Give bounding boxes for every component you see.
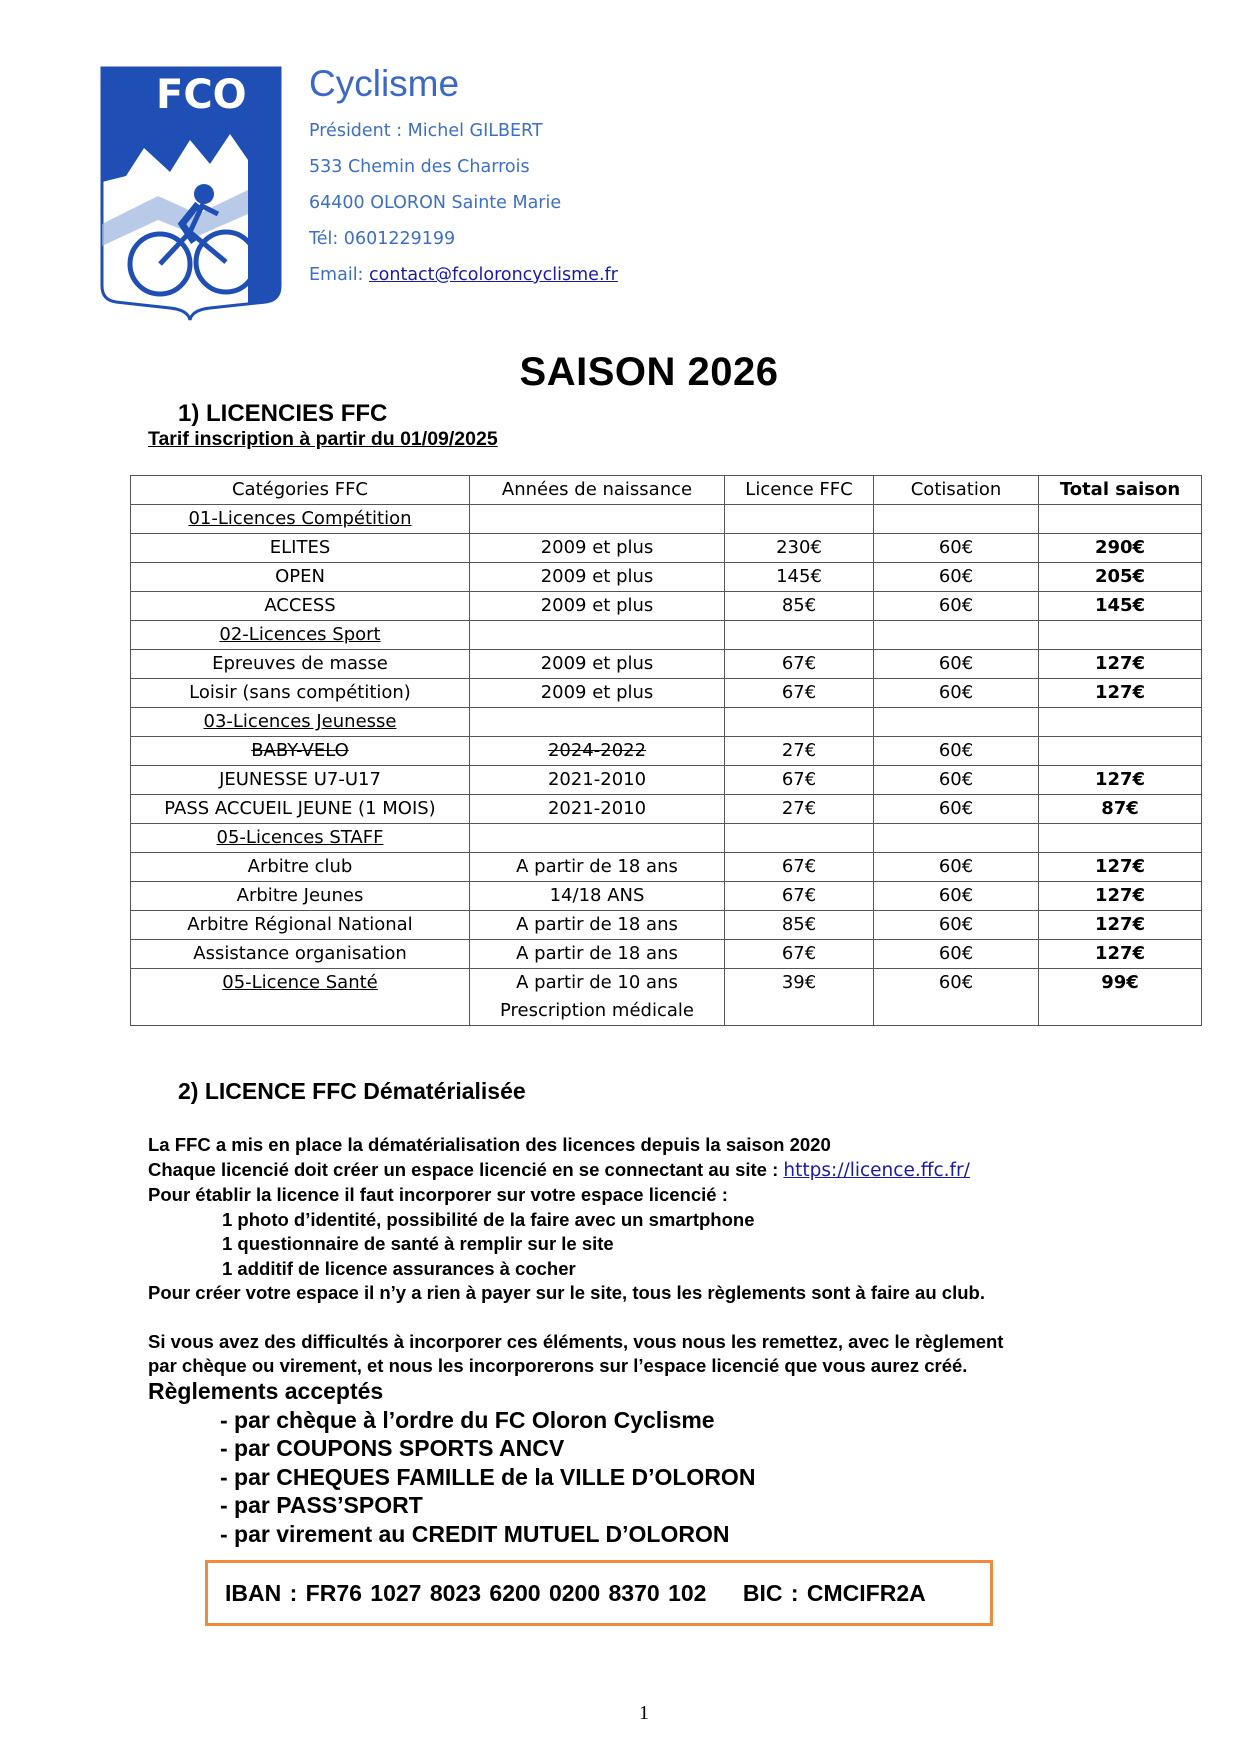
years-cell bbox=[470, 969, 725, 1026]
category-cell: Loisir (sans compétition) bbox=[131, 679, 470, 708]
licence-cell: 27€ bbox=[725, 795, 874, 824]
total-cell bbox=[1039, 737, 1202, 766]
total-cell bbox=[1039, 708, 1202, 737]
total-cell bbox=[1039, 505, 1202, 534]
licence-cell: 67€ bbox=[725, 940, 874, 969]
table-row bbox=[131, 534, 1202, 563]
header-categories: Catégories FFC bbox=[131, 476, 470, 505]
svg-text:FCO: FCO bbox=[156, 72, 247, 118]
cotisation-cell: 60€ bbox=[874, 766, 1039, 795]
email-line bbox=[309, 264, 618, 300]
address-line-2: 64400 OLORON Sainte Marie bbox=[309, 193, 562, 213]
president: Président : Michel GILBERT bbox=[309, 121, 543, 141]
payment-item: - par virement au CREDIT MUTUEL D’OLORON bbox=[220, 1520, 730, 1547]
category-cell: Arbitre Régional National bbox=[131, 911, 470, 940]
years-cell: 14/18 ANS bbox=[470, 882, 725, 911]
years-cell bbox=[470, 505, 725, 534]
years-cell: A partir de 18 ans bbox=[470, 940, 725, 969]
text-line: Pour établir la licence il faut incorporer sur votre espace licencié : bbox=[148, 1184, 728, 1205]
section1-title: 1) LICENCIES FFC bbox=[178, 400, 388, 427]
licence-cell: 85€ bbox=[725, 592, 874, 621]
total-cell bbox=[1039, 824, 1202, 853]
category-group: 03-Licences Jeunesse bbox=[131, 708, 470, 737]
years-cell: 2009 et plus bbox=[470, 679, 725, 708]
cotisation-cell: 60€ bbox=[874, 650, 1039, 679]
total-cell: 290€ bbox=[1039, 534, 1202, 563]
payment-item: - par COUPONS SPORTS ANCV bbox=[220, 1435, 565, 1461]
cotisation-cell bbox=[874, 505, 1039, 534]
licence-site-link[interactable]: https://licence.ffc.fr/ bbox=[783, 1159, 970, 1181]
category-cell: PASS ACCUEIL JEUNE (1 MOIS) bbox=[131, 795, 470, 824]
season-title: SAISON 2026 bbox=[519, 350, 779, 394]
table-row bbox=[131, 505, 1202, 534]
list-item: 1 photo d’identité, possibilité de la faire avec un smartphone bbox=[222, 1208, 755, 1230]
years-cell: 2021-2010 bbox=[470, 766, 725, 795]
table-row bbox=[131, 592, 1202, 621]
cotisation-cell: 60€ bbox=[874, 795, 1039, 824]
category-cell: JEUNESSE U7-U17 bbox=[131, 766, 470, 795]
cotisation-cell: 60€ bbox=[874, 679, 1039, 708]
text-line bbox=[148, 1158, 1003, 1184]
category-group: 05-Licences STAFF bbox=[131, 824, 470, 853]
payments-title: Règlements acceptés bbox=[148, 1378, 384, 1404]
text-line: Pour créer votre espace il n’y a rien à payer sur le site, tous les règlements sont à faire au club. bbox=[148, 1282, 985, 1303]
cotisation-cell bbox=[874, 824, 1039, 853]
bic: BIC : CMCIFR2A bbox=[742, 1580, 926, 1606]
text-line: La FFC a mis en place la dématérialisation des licences depuis la saison 2020 bbox=[148, 1134, 831, 1155]
cotisation-cell: 60€ bbox=[874, 534, 1039, 563]
years-cell bbox=[470, 824, 725, 853]
header-total: Total saison bbox=[1039, 476, 1202, 505]
table-row bbox=[131, 911, 1202, 940]
dematerialisation-text bbox=[148, 1133, 1003, 1379]
category-cell: Arbitre Jeunes bbox=[131, 882, 470, 911]
table-row bbox=[131, 969, 1202, 1026]
cotisation-cell bbox=[874, 708, 1039, 737]
table-row bbox=[131, 563, 1202, 592]
total-cell: 205€ bbox=[1039, 563, 1202, 592]
page-number: 1 bbox=[639, 1702, 649, 1724]
years-line-1: A partir de 10 ans bbox=[516, 972, 678, 993]
iban-box bbox=[205, 1560, 993, 1626]
category-cell: ELITES bbox=[131, 534, 470, 563]
cotisation-cell: 60€ bbox=[874, 737, 1039, 766]
total-cell: 127€ bbox=[1039, 650, 1202, 679]
payments-section bbox=[148, 1377, 755, 1548]
licence-cell: 39€ bbox=[725, 969, 874, 1026]
email-link[interactable]: contact@fcoloroncyclisme.fr bbox=[369, 265, 618, 285]
licence-price-table bbox=[130, 475, 1202, 1026]
table-row bbox=[131, 679, 1202, 708]
category-cell: BABY-VELO bbox=[131, 737, 470, 766]
table-row bbox=[131, 882, 1202, 911]
years-cell: A partir de 18 ans bbox=[470, 911, 725, 940]
header-licence: Licence FFC bbox=[725, 476, 874, 505]
cotisation-cell: 60€ bbox=[874, 940, 1039, 969]
category-cell: Arbitre club bbox=[131, 853, 470, 882]
total-cell: 87€ bbox=[1039, 795, 1202, 824]
category-cell: Epreuves de masse bbox=[131, 650, 470, 679]
years-cell: 2021-2010 bbox=[470, 795, 725, 824]
total-cell: 127€ bbox=[1039, 882, 1202, 911]
total-cell: 127€ bbox=[1039, 940, 1202, 969]
table-row bbox=[131, 940, 1202, 969]
payment-item: - par PASS’SPORT bbox=[220, 1492, 423, 1518]
licence-cell bbox=[725, 621, 874, 650]
table-header-row bbox=[131, 476, 1202, 505]
text-line: Si vous avez des difficultés à incorporer ces éléments, vous nous les remettez, avec le règlement bbox=[148, 1330, 1004, 1352]
category-group: 02-Licences Sport bbox=[131, 621, 470, 650]
text-line: par chèque ou virement, et nous les incorporerons sur l’espace licencié que vous aurez créé. bbox=[148, 1355, 968, 1376]
cotisation-cell: 60€ bbox=[874, 969, 1039, 1026]
years-cell: 2009 et plus bbox=[470, 563, 725, 592]
category-group: 05-Licence Santé bbox=[131, 969, 470, 1026]
years-cell: 2009 et plus bbox=[470, 534, 725, 563]
header-years: Années de naissance bbox=[470, 476, 725, 505]
category-cell: ACCESS bbox=[131, 592, 470, 621]
cotisation-cell: 60€ bbox=[874, 853, 1039, 882]
cotisation-cell bbox=[874, 621, 1039, 650]
table-row bbox=[131, 621, 1202, 650]
section1-subtitle: Tarif inscription à partir du 01/09/2025 bbox=[148, 428, 498, 450]
table-row bbox=[131, 737, 1202, 766]
table-row bbox=[131, 766, 1202, 795]
section2-title: 2) LICENCE FFC Dématérialisée bbox=[178, 1078, 526, 1104]
list-item: 1 additif de licence assurances à cocher bbox=[222, 1257, 576, 1279]
total-cell: 127€ bbox=[1039, 853, 1202, 882]
total-cell: 145€ bbox=[1039, 592, 1202, 621]
total-cell: 127€ bbox=[1039, 911, 1202, 940]
years-cell bbox=[470, 708, 725, 737]
years-cell: A partir de 18 ans bbox=[470, 853, 725, 882]
total-cell: 99€ bbox=[1039, 969, 1202, 1026]
licence-cell: 67€ bbox=[725, 766, 874, 795]
licence-cell: 67€ bbox=[725, 853, 874, 882]
years-cell: 2009 et plus bbox=[470, 592, 725, 621]
licence-cell: 145€ bbox=[725, 563, 874, 592]
table-row bbox=[131, 650, 1202, 679]
category-cell: OPEN bbox=[131, 563, 470, 592]
total-cell: 127€ bbox=[1039, 766, 1202, 795]
payment-item: - par CHEQUES FAMILLE de la VILLE D’OLORON bbox=[220, 1463, 756, 1490]
address-line-1: 533 Chemin des Charrois bbox=[309, 157, 530, 177]
phone: Tél: 0601229199 bbox=[309, 229, 456, 249]
cotisation-cell: 60€ bbox=[874, 882, 1039, 911]
table-row bbox=[131, 853, 1202, 882]
cotisation-cell: 60€ bbox=[874, 563, 1039, 592]
table-row bbox=[131, 795, 1202, 824]
list-item: 1 questionnaire de santé à remplir sur le site bbox=[222, 1233, 614, 1254]
iban: IBAN : FR76 1027 8023 6200 0200 8370 102 bbox=[225, 1580, 707, 1606]
licence-cell bbox=[725, 505, 874, 534]
email-label: Email: bbox=[309, 265, 364, 285]
licence-cell: 67€ bbox=[725, 882, 874, 911]
category-cell: Assistance organisation bbox=[131, 940, 470, 969]
total-cell: 127€ bbox=[1039, 679, 1202, 708]
club-header bbox=[309, 62, 618, 300]
club-logo bbox=[98, 64, 284, 324]
text-line-part: Chaque licencié doit créer un espace licencié en se connectant au site : bbox=[148, 1158, 779, 1180]
years-line-2: Prescription médicale bbox=[500, 1000, 694, 1021]
payment-item: - par chèque à l’ordre du FC Oloron Cyclisme bbox=[220, 1406, 715, 1433]
club-title: Cyclisme bbox=[309, 63, 460, 104]
licence-cell: 230€ bbox=[725, 534, 874, 563]
table-row bbox=[131, 708, 1202, 737]
licence-cell: 85€ bbox=[725, 911, 874, 940]
category-group: 01-Licences Compétition bbox=[131, 505, 470, 534]
licence-cell bbox=[725, 708, 874, 737]
cotisation-cell: 60€ bbox=[874, 911, 1039, 940]
total-cell bbox=[1039, 621, 1202, 650]
years-cell: 2024-2022 bbox=[470, 737, 725, 766]
licence-cell: 27€ bbox=[725, 737, 874, 766]
years-cell bbox=[470, 621, 725, 650]
years-cell: 2009 et plus bbox=[470, 650, 725, 679]
licence-cell bbox=[725, 824, 874, 853]
table-row bbox=[131, 824, 1202, 853]
cotisation-cell: 60€ bbox=[874, 592, 1039, 621]
spacer bbox=[148, 1306, 1003, 1330]
header-cotisation: Cotisation bbox=[874, 476, 1039, 505]
licence-cell: 67€ bbox=[725, 650, 874, 679]
licence-cell: 67€ bbox=[725, 679, 874, 708]
